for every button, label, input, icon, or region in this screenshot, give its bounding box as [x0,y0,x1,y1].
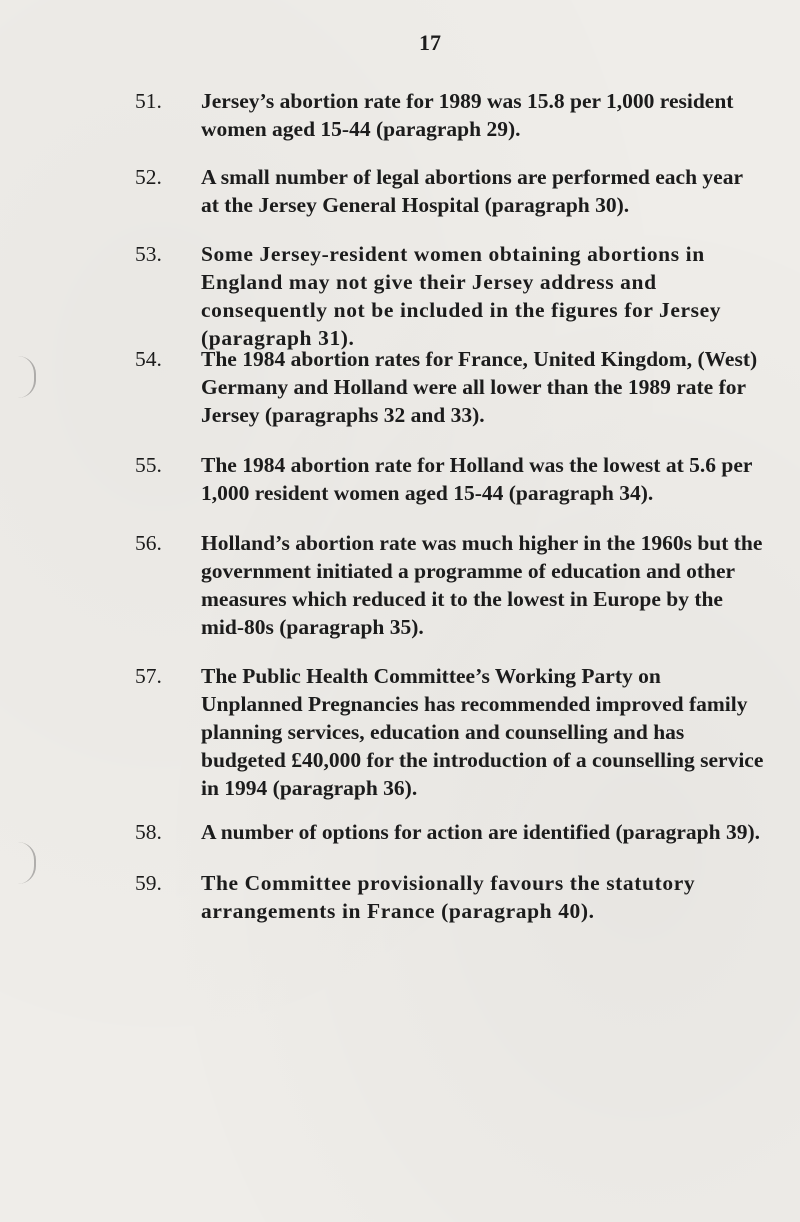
page-number: 17 [419,30,441,55]
item-text: Jersey’s abortion rate for 1989 was 15.8 per 1,000 resident women aged 15-44 (paragraph 29). [201,89,734,141]
list-item [135,345,765,429]
item-text: The 1984 abortion rate for Holland was the lowest at 5.6 per 1,000 resident women aged 15-44 (paragraph 34). [201,453,753,505]
item-number: 51. [135,89,162,113]
list-item [135,869,765,925]
list-item [135,87,765,143]
list-item [135,818,765,846]
item-text: The Committee provisionally favours the statutory arrangements in France (paragraph 40). [201,871,696,923]
list-item [135,451,765,507]
item-text: The 1984 abortion rates for France, United Kingdom, (West) Germany and Holland were all lower than the 1989 rate for Jersey (paragraphs 32 and 33). [201,347,758,427]
item-number: 58. [135,820,162,844]
page-edge-mark [0,356,36,398]
page-edge-mark [0,842,36,884]
item-text: Some Jersey-resident women obtaining abortions in England may not give their Jersey address and consequently not be included in the figures for Jersey (paragraph 31). [201,242,722,350]
list-item [135,662,765,802]
list-item [135,529,765,641]
list-item [135,240,765,352]
item-number: 52. [135,165,162,189]
item-number: 55. [135,453,162,477]
item-number: 57. [135,664,162,688]
item-text: Holland’s abortion rate was much higher in the 1960s but the government initiated a programme of education and other measures which reduced it to the lowest in Europe by the mid-80s (paragraph 35). [201,531,763,639]
item-text: A number of options for action are identified (paragraph 39). [201,820,761,844]
item-number: 53. [135,242,162,266]
list-item [135,163,765,219]
item-number: 54. [135,347,162,371]
item-text: A small number of legal abortions are performed each year at the Jersey General Hospital (paragraph 30). [201,165,743,217]
item-text: The Public Health Committee’s Working Party on Unplanned Pregnancies has recommended improved family planning services, education and counselling and has budgeted £40,000 for the introduction of a counselling service in 1994 (paragraph 36). [201,664,764,800]
item-number: 56. [135,531,162,555]
item-number: 59. [135,871,162,895]
